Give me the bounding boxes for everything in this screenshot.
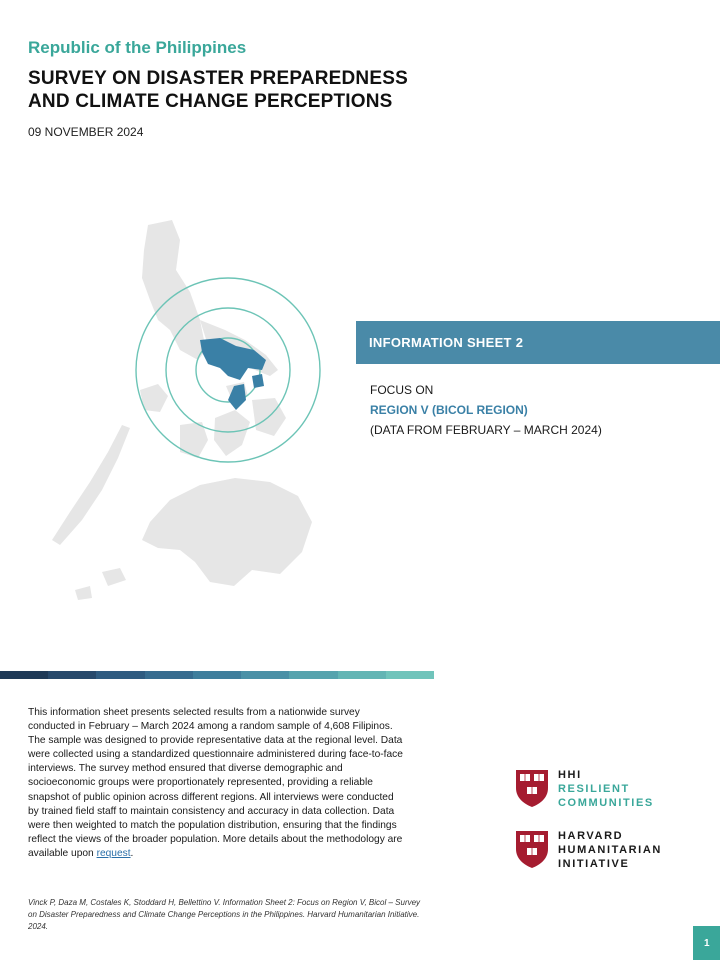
title-line-2: AND CLIMATE CHANGE PERCEPTIONS xyxy=(28,91,393,112)
color-stripe xyxy=(0,671,434,679)
harvard-text: HARVARD xyxy=(558,830,624,842)
resilient-text: RESILIENT xyxy=(558,783,630,795)
hhi-resilient-communities-logo xyxy=(514,768,654,810)
harvard-shield-icon xyxy=(514,768,550,808)
hhi-text: HHI xyxy=(558,769,582,781)
harvard-humanitarian-initiative-logo xyxy=(514,829,662,871)
philippines-map xyxy=(30,200,360,650)
link-suffix: . xyxy=(130,847,134,859)
communities-text: COMMUNITIES xyxy=(558,797,654,809)
methodology-text: This information sheet presents selected results from a nationwide survey conducted in February – March 2024 among a random sample of 4,608 Filipinos. The sample was designed to provide representative data at the regional level. Data were collected using a standardized questionnaire administered during face-to-face interviews. The survey method ensured that diverse demographic and socioeconomic groups were proportionately represented, providing a reliable snapshot of public opinion across different regions. All interviews were conducted by trained field staff to maintain consistency and accuracy in data collection. Data were then weighted to match the population distribution, ensuring that the findings reflect the views of the broader population. More details about the methodology are available upon xyxy=(28,707,403,859)
publication-date: 09 NOVEMBER 2024 xyxy=(28,125,144,139)
page-number-tab xyxy=(693,926,720,960)
focus-block xyxy=(370,380,602,440)
focus-region: REGION V (BICOL REGION) xyxy=(370,403,528,417)
data-period: (DATA FROM FEBRUARY – MARCH 2024) xyxy=(370,423,602,437)
philippines-map-svg xyxy=(30,200,360,650)
information-sheet-banner xyxy=(356,321,720,364)
country-name: Republic of the Philippines xyxy=(28,38,247,57)
citation: Vinck P, Daza M, Costales K, Stoddard H, Bellettino V. Information Sheet 2: Focus on Region V, Bicol – Survey on Disaster Preparedness and Climate Change Perceptions in the Philippines. Harvard Humanitarian Initiative. 2024. xyxy=(28,898,421,931)
information-sheet-label: INFORMATION SHEET 2 xyxy=(369,335,524,350)
request-link[interactable]: request xyxy=(96,847,131,859)
initiative-text: INITIATIVE xyxy=(558,858,630,870)
methodology-paragraph xyxy=(28,706,406,861)
survey-title xyxy=(28,67,468,113)
harvard-shield-icon xyxy=(514,829,550,869)
focus-prefix: FOCUS ON xyxy=(370,383,434,397)
title-line-1: SURVEY ON DISASTER PREPAREDNESS xyxy=(28,68,408,89)
page-number: 1 xyxy=(704,938,710,949)
humanitarian-text: HUMANITARIAN xyxy=(558,844,662,856)
